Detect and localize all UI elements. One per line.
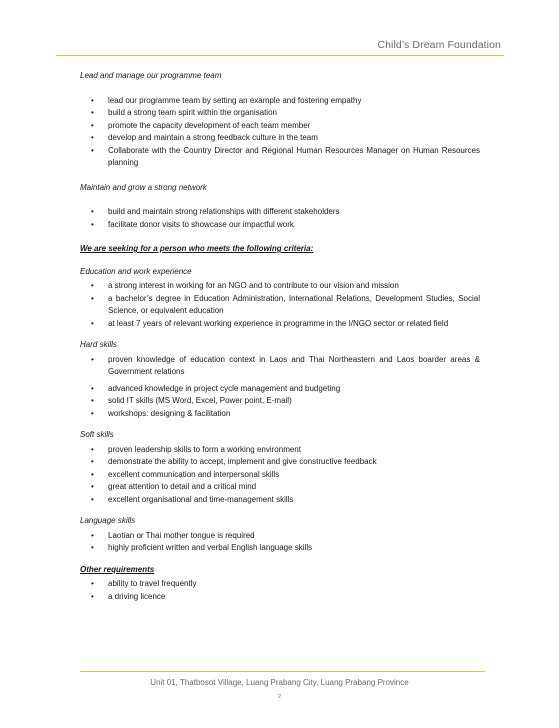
- bullet-list: [80, 578, 480, 603]
- bullet-list: [80, 444, 480, 507]
- section-heading: Education and work experience: [80, 266, 192, 276]
- page-number: 2: [278, 694, 281, 700]
- bullet-list: [80, 95, 480, 170]
- list-item: • a bachelor’s degree in Education Administration, International Relations, Development Studies, Social Science, or equivalent education: [80, 293, 480, 318]
- list-item: • ability to travel frequently: [80, 578, 480, 591]
- list-item: • Laotian or Thai mother tongue is required: [80, 530, 480, 543]
- list-item: • demonstrate the ability to accept, implement and give constructive feedback: [80, 456, 480, 469]
- section-language-skills: [80, 515, 480, 555]
- footer-address: Unit 01, Thatbosot Village, Luang Prabang City, Luang Prabang Province: [150, 678, 409, 687]
- section-hard-skills: [80, 339, 480, 420]
- list-item: • solid IT skills (MS Word, Excel, Power point, E-mail): [80, 395, 480, 408]
- section-heading: Lead and manage our programme team: [80, 71, 222, 80]
- list-item: • excellent organisational and time-management skills: [80, 494, 480, 507]
- list-item: • a driving licence: [80, 591, 480, 604]
- bullet-list: [80, 530, 480, 555]
- body-content: [80, 70, 480, 612]
- section-heading: Language skills: [80, 516, 136, 525]
- list-item: • develop and maintain a strong feedback culture in the team: [80, 132, 480, 145]
- section-other-requirements: [80, 564, 480, 604]
- list-item: • Collaborate with the Country Director and Regional Human Resources Manager on Human Resources planning: [80, 145, 480, 170]
- list-item: • proven knowledge of education context in Laos and Thai Northeastern and Laos boarder areas & Government relations: [80, 354, 480, 379]
- list-item: • lead our programme team by setting an example and fostering empathy: [80, 95, 480, 108]
- list-item: • promote the capacity development of each team member: [80, 120, 480, 133]
- section-soft-skills: [80, 429, 480, 506]
- section-heading: Hard skills: [80, 340, 117, 349]
- list-item: • advanced knowledge in project cycle management and budgeting: [80, 383, 480, 396]
- bullet-list: [80, 280, 480, 330]
- section-network: [80, 182, 480, 232]
- bullet-list: [80, 354, 480, 421]
- section-heading: Maintain and grow a strong network: [80, 182, 207, 192]
- section-heading: Soft skills: [80, 430, 114, 439]
- section-lead: [80, 70, 480, 170]
- list-item: • facilitate donor visits to showcase our impactful work: [80, 219, 480, 232]
- list-item: • excellent communication and interpersonal skills: [80, 469, 480, 482]
- section-education: [80, 266, 480, 331]
- list-item: • great attention to detail and a critical mind: [80, 481, 480, 494]
- header-org-name: Child’s Dream Foundation: [377, 39, 501, 51]
- criteria-heading: We are seeking for a person who meets the following criteria:: [80, 244, 314, 253]
- section-heading: Other requirements: [80, 564, 155, 574]
- list-item: • build and maintain strong relationships with different stakeholders: [80, 206, 480, 219]
- list-item: • workshops: designing & facilitation: [80, 408, 480, 421]
- list-item: • at least 7 years of relevant working experience in programme in the I/NGO sector or related field: [80, 318, 480, 331]
- list-item: • highly proficient written and verbal English language skills: [80, 542, 480, 555]
- list-item: • build a strong team spirit within the organisation: [80, 107, 480, 120]
- bullet-list: [80, 206, 480, 231]
- footer-rule: [80, 671, 485, 672]
- header-rule: [56, 55, 504, 56]
- list-item: • a strong interest in working for an NGO and to contribute to our vision and mission: [80, 280, 480, 293]
- list-item: • proven leadership skills to form a working environment: [80, 444, 480, 457]
